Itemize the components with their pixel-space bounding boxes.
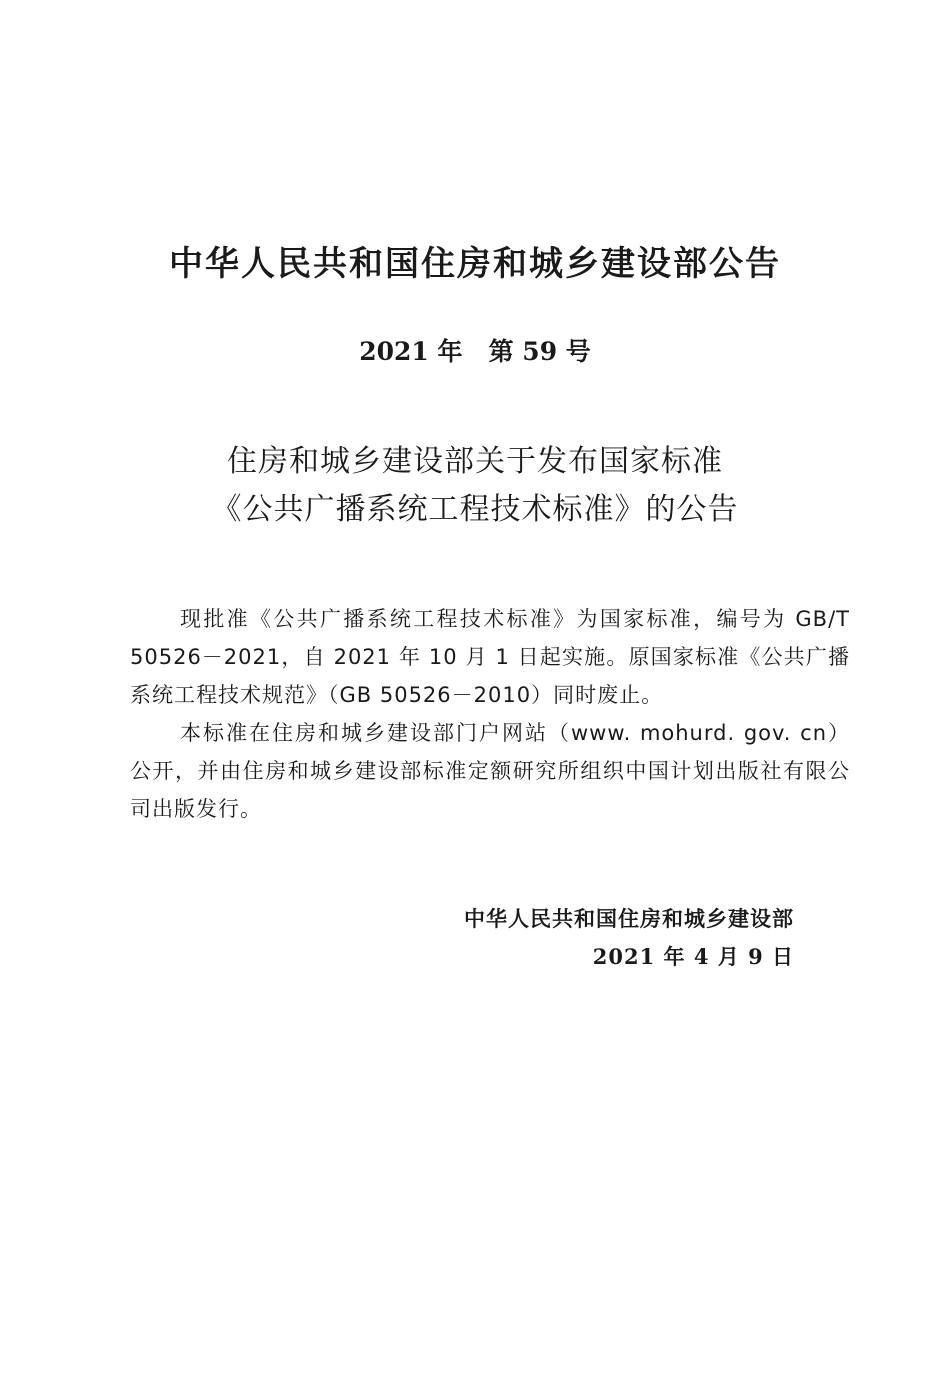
body-paragraph-approval: 现批准《公共广播系统工程技术标准》为国家标准，编号为 GB/T 50526－2021，自 2021 年 10 月 1 日起实施。原国家标准《公共广播系统工程技术规范》（GB 50526－2010）同时废止。 xyxy=(130,607,850,707)
signature-date: 2021 年 4 月 9 日 xyxy=(592,944,794,969)
body-paragraph-publication: 本标准在住房和城乡建设部门户网站（www. mohurd. gov. cn）公开，并由住房和城乡建设部标准定额研究所组织中国计划出版社有限公司出版发行。 xyxy=(130,721,850,821)
agency-title: 中华人民共和国住房和城乡建设部公告 xyxy=(169,244,781,284)
notice-title xyxy=(0,438,950,534)
notice-title-line-2: 《公共广播系统工程技术标准》的公告 xyxy=(211,492,739,527)
notice-number: 2021 年 第 59 号 xyxy=(359,337,591,366)
notice-title-line-1: 住房和城乡建设部关于发布国家标准 xyxy=(227,444,723,479)
signature-block xyxy=(464,900,794,976)
notice-body xyxy=(130,600,850,828)
signature-organization: 中华人民共和国住房和城乡建设部 xyxy=(464,907,794,931)
